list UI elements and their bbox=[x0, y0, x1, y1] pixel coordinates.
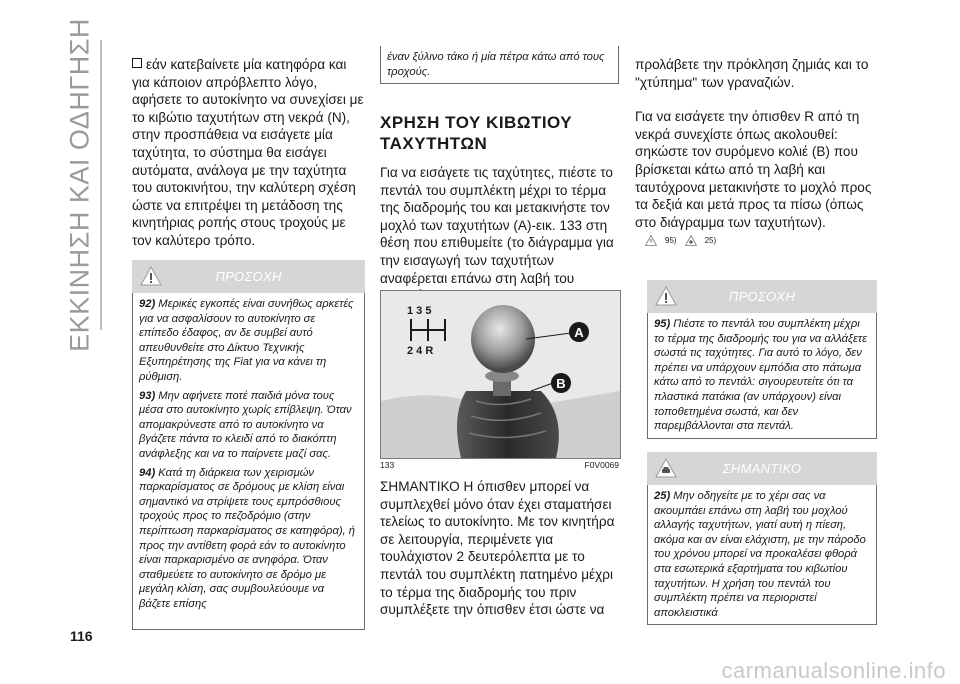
warning-item-number: 94) bbox=[139, 466, 156, 479]
column-3-text bbox=[635, 56, 880, 246]
column-2-text bbox=[380, 112, 619, 305]
reverse-gear-note: ΣΗΜΑΝΤΙΚΟ Η όπισθεν μπορεί να συμπλεχθεί μόνο όταν έχει σταματήσει τελείως το αυτοκίνητο. Με τον κινητήρα σε λειτουργία, περιμένετε για τουλάχιστον 2 δευτερόλεπτα με το πεντάλ του συμπλέκτη πατημένο μέχρι το τέρμα της διαδρομής του πριν συμπλέξετε την όπισθεν έτσι ώστε να bbox=[380, 479, 615, 618]
important-box-header bbox=[647, 452, 877, 485]
warning-box-body bbox=[132, 293, 365, 630]
warning-box-2 bbox=[647, 280, 877, 439]
warning-item-number: 92) bbox=[139, 298, 156, 310]
checkbox-bullet-icon bbox=[132, 58, 142, 68]
figure-code: F0V0069 bbox=[584, 460, 619, 470]
callout-a-label: A bbox=[574, 325, 584, 340]
important-box-title: ΣΗΜΑΝΤΙΚΟ bbox=[722, 461, 802, 476]
important-ref-number: 25) bbox=[704, 236, 717, 246]
warning-box-continuation bbox=[380, 46, 619, 84]
site-watermark: carmanualsonline.info bbox=[721, 658, 946, 683]
warning-item-text: Πιέστε το πεντάλ του συμπλέκτη μέχρι το τέρμα της διαδρομής του για να αλλάξετε σωστά τις ταχύτητες. Για αυτό το λόγο, δεν πρέπει να υπάρχουν εμπόδια στο πάτωμα κάτω από το πεντάλ: σιγουρευτείτε ότι τα πλαστικά πατάκια (αν υπάρχουν) είναι τοποθετημένα σωστά, και δεν παρεμβάλλονται στα πεντάλ. bbox=[654, 318, 868, 433]
gear-lever-figure bbox=[380, 290, 621, 459]
warning-item-text: Κατά τη διάρκεια των χειρισμών παρκαρίσματος σε δρόμους με κλίση είναι σημαντικό να στρίψετε τους εμπρόσθιους τροχούς προς το πεζοδρόμιο (στην περίπτωση παρκαρίσματος σε κατηφόρα), ή προς την αντίθετη φορά εάν το αυτοκίνητο είναι παρκαρισμένο σε ανηφόρα. Όταν σταθμεύετε το αυτοκίνητο σε δρόμο με μεγάλη κλίση, σας συμβουλεύουμε να βάζετε επίσης bbox=[139, 466, 355, 610]
warning-item bbox=[133, 466, 364, 616]
warning-ref-number: 95) bbox=[665, 236, 677, 246]
continuation-box bbox=[380, 46, 619, 84]
section-heading: ΧΡΗΣΗ ΤΟΥ ΚΙΒΩΤΙΟΥ ΤΑΧΥΤΗΤΩΝ bbox=[380, 113, 573, 153]
important-item-number: 25) bbox=[654, 490, 671, 502]
important-box-body bbox=[647, 485, 877, 625]
reference-markers bbox=[645, 235, 880, 246]
warning-item bbox=[648, 313, 876, 438]
column-2-lower-text bbox=[380, 478, 619, 619]
warning-box-header bbox=[132, 260, 365, 293]
warning-box-title: ΠΡΟΣΟΧΗ bbox=[215, 269, 282, 284]
warning-item-text: Μην αφήνετε ποτέ παιδιά μόνα τους μέσα στο αυτοκίνητο χωρίς επίβλεψη. Όταν απομακρύνεστε από το αυτοκίνητο να βγάζετε πάντα το κλειδί από το διακόπτη ανάφλεξης και να το παίρνετε μαζί σας. bbox=[139, 389, 352, 460]
figure-number: 133 bbox=[380, 460, 395, 470]
important-item bbox=[648, 485, 876, 624]
warning-box-1 bbox=[132, 260, 365, 630]
chapter-title-text: ΕΚΚΙΝΗΣΗ ΚΑΙ ΟΔΗΓΗΣΗ bbox=[64, 18, 95, 352]
warning-box-title: ΠΡΟΣΟΧΗ bbox=[728, 289, 796, 304]
gear-numbers-bottom: 2 4 R bbox=[407, 345, 434, 357]
important-item-text: Μην οδηγείτε με το χέρι σας να ακουμπάει επάνω στη λαβή του μοχλού αλλαγής ταχυτήτων, γιατί αυτή η πίεση, ακόμα και αν είναι ελάχιστη, με την πάροδο του χρόνου μπορεί να προκαλέσει φθορά στα εσωτερικά εξαρτήματα του κιβωτίου ταχυτήτων. Η χρήση του πεντάλ του συμπλέκτη πρέπει να περιοριστεί αποκλειστικά bbox=[654, 490, 866, 619]
bullet-paragraph bbox=[132, 56, 365, 250]
gear-numbers-top: 1 3 5 bbox=[407, 305, 432, 317]
gear-damage-paragraph: προλάβετε την πρόκληση ζημιάς και το "χτύπημα" των γραναζιών. bbox=[635, 57, 869, 90]
column-1 bbox=[132, 56, 365, 250]
side-divider bbox=[100, 40, 102, 330]
page-number: 116 bbox=[70, 628, 93, 644]
bullet-text: εάν κατεβαίνετε μία κατηφόρα και για κάποιον απρόβλεπτο λόγο, αφήσετε το αυτοκίνητο να συνεχίσει με το κιβώτιο ταχυτήτων στη νεκρά (N), στην προσπάθεια να εισάγετε μία ταχύτητα, το σύστημα θα εισάγει αυτόματα, ανάλογα με την ταχύτητα του αυτοκινήτου, την καλύτερη σχέση ώστε να επιτρέψει τη μετάδοση της κινητήριας ροπής στους τροχούς με τον καλύτερο τρόπο. bbox=[132, 57, 364, 248]
warning-box-body bbox=[647, 313, 877, 439]
reverse-instructions-paragraph: Για να εισάγετε την όπισθεν R από τη νεκρά συνεχίστε όπως ακολουθεί: σηκώστε τον συρόμενο κολιέ (B) που βρίσκεται κάτω από τη λαβή και ταυτόχρονα μετακινήστε το μοχλό προς τα δεξιά και μετά προς τα πίσω (όπως στο διάγραμμα των ταχυτήτων). bbox=[635, 109, 872, 230]
warning-box-header bbox=[647, 280, 877, 313]
warning-item bbox=[133, 293, 364, 389]
warning-item-number: 95) bbox=[654, 318, 671, 330]
gear-instructions-paragraph: Για να εισάγετε τις ταχύτητες, πιέστε το πεντάλ του συμπλέκτη μέχρι το τέρμα της διαδρομής του και μετακινήστε τον μοχλό των ταχυτήτων (A)-εικ. 133 στη θέση που επιθυμείτε (το διάγραμμα για την εισαγωγή των ταχυτήτων αναφέρεται επάνω στη λαβή του bbox=[380, 165, 614, 286]
warning-item-text: Μερικές εγκοπές είναι συνήθως αρκετές για να ασφαλίσουν το αυτοκίνητο σε επίπεδο έδαφος, αν δε συμβεί αυτό απευθυνθείτε στο Δίκτυο Τεχνικής Εξυπηρέτησης της Fiat για να κάνει τη ρύθμιση. bbox=[139, 298, 354, 383]
important-box bbox=[647, 452, 877, 625]
chapter-side-title bbox=[55, 18, 105, 352]
warning-item-number: 93) bbox=[139, 389, 156, 402]
warning-ref-icon bbox=[645, 235, 657, 246]
important-ref-icon bbox=[685, 235, 697, 246]
callout-b-label: B bbox=[556, 376, 566, 391]
continuation-text: έναν ξύλινο τάκο ή μία πέτρα κάτω από τους τροχούς. bbox=[387, 51, 605, 78]
gear-lever-illustration bbox=[381, 291, 620, 458]
warning-item bbox=[133, 389, 364, 466]
